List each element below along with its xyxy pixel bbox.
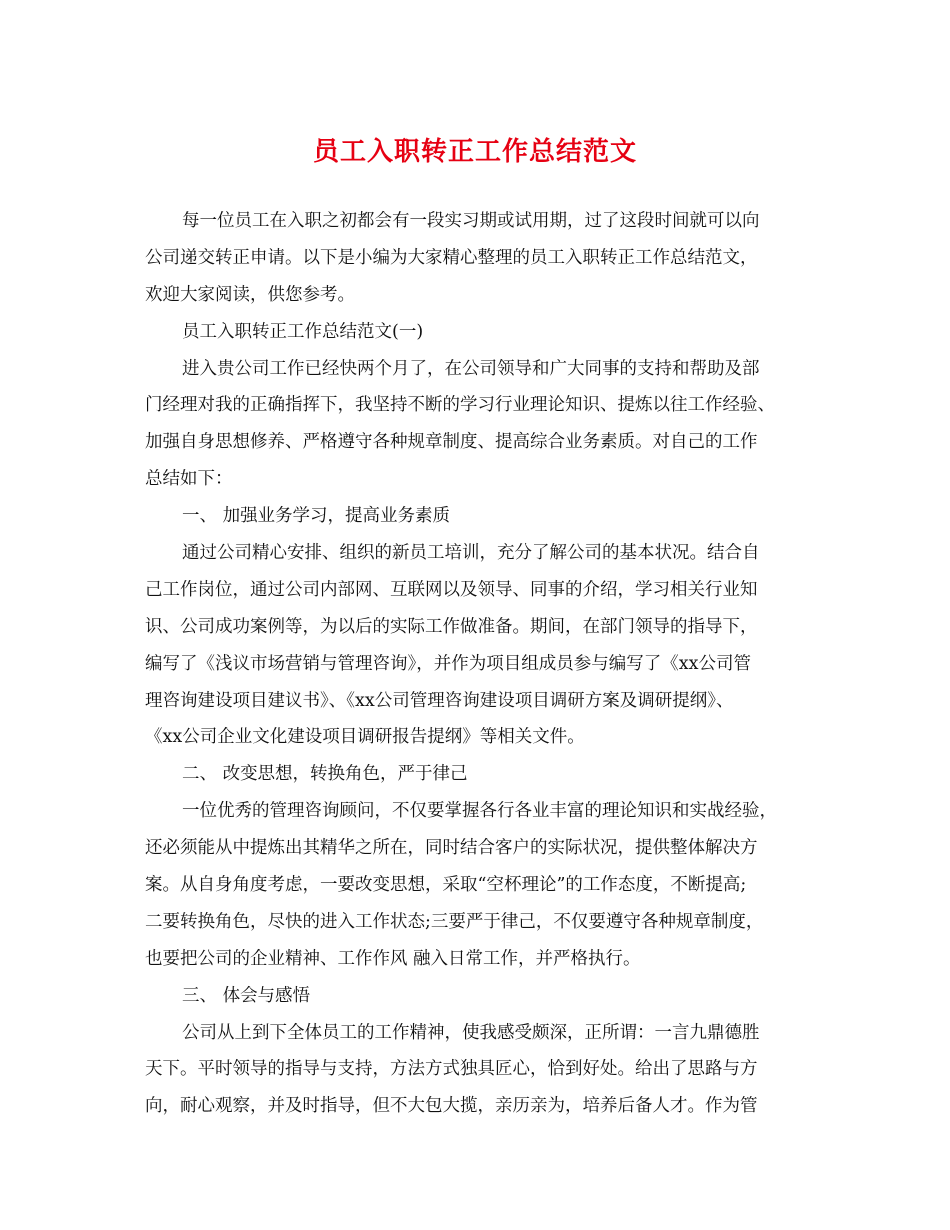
text-line: 己工作岗位，通过公司内部网、互联网以及领导、同事的介绍，学习相关行业知 <box>145 579 758 600</box>
text-line: 编写了《浅议市场营销与管理咨询》，并作为项目组成员参与编写了《xx公司管 <box>145 653 751 674</box>
text-line: 进入贵公司工作已经快两个月了，在公司领导和广大同事的支持和帮助及部 <box>182 358 760 379</box>
document-title: 员工入职转正工作总结范文 <box>312 137 637 167</box>
text-line: 也要把公司的企业精神、工作作风 融入日常工作，并严格执行。 <box>145 948 641 969</box>
text-line: 识、公司成功案例等，为以后的实际工作做准备。期间，在部门领导的指导下， <box>145 616 758 637</box>
text-line: 每一位员工在入职之初都会有一段实习期或试用期，过了这段时间就可以向 <box>182 211 760 231</box>
text-line: 二要转换角色，尽快的进入工作状态;三要严于律己，不仅要遵守各种规章制度， <box>145 911 764 932</box>
text-line: 通过公司精心安排、组织的新员工培训，充分了解公司的基本状况。结合自 <box>182 543 760 564</box>
text-line: 一、 加强业务学习，提高业务素质 <box>182 506 451 527</box>
text-line: 一位优秀的管理咨询顾问，不仅要掌握各行各业丰富的理论知识和实战经验， <box>182 801 777 822</box>
text-line: 门经理对我的正确指挥下，我坚持不断的学习行业理论知识、提炼以往工作经验、 <box>145 395 775 416</box>
text-line: 向，耐心观察，并及时指导，但不大包大揽，亲历亲为，培养后备人才。作为管 <box>145 1096 758 1117</box>
text-line: 公司从上到下全体员工的工作精神，使我感受颇深，正所谓：一言九鼎德胜 <box>182 1022 760 1043</box>
text-line: 二、 改变思想，转换角色，严于律己 <box>182 764 468 785</box>
text-line: 总结如下： <box>145 469 233 490</box>
text-line: 还必须能从中提炼出其精华之所在，同时结合客户的实际状况，提供整体解决方 <box>145 838 758 859</box>
text-line: 《xx公司企业文化建设项目调研报告提纲》等相关文件。 <box>145 727 585 748</box>
document-body <box>145 203 811 1125</box>
text-line: 欢迎大家阅读，供您参考。 <box>145 284 355 305</box>
text-line: 案。从自身角度考虑，一要改变思想，采取“空杯理论”的工作态度，不断提高; <box>145 875 747 896</box>
text-line: 员工入职转正工作总结范文(一) <box>182 321 424 342</box>
text-line: 加强自身思想修养、严格遵守各种规章制度、提高综合业务素质。对自己的工作 <box>145 432 758 453</box>
text-line: 三、 体会与感悟 <box>182 985 311 1006</box>
text-line: 公司递交转正申请。以下是小编为大家精心整理的员工入职转正工作总结范文， <box>145 247 758 268</box>
text-line: 理咨询建设项目建议书》、《xx公司管理咨询建设项目调研方案及调研提纲》、 <box>145 690 734 711</box>
text-line: 天下。平时领导的指导与支持，方法方式独具匠心，恰到好处。给出了思路与方 <box>145 1059 758 1080</box>
